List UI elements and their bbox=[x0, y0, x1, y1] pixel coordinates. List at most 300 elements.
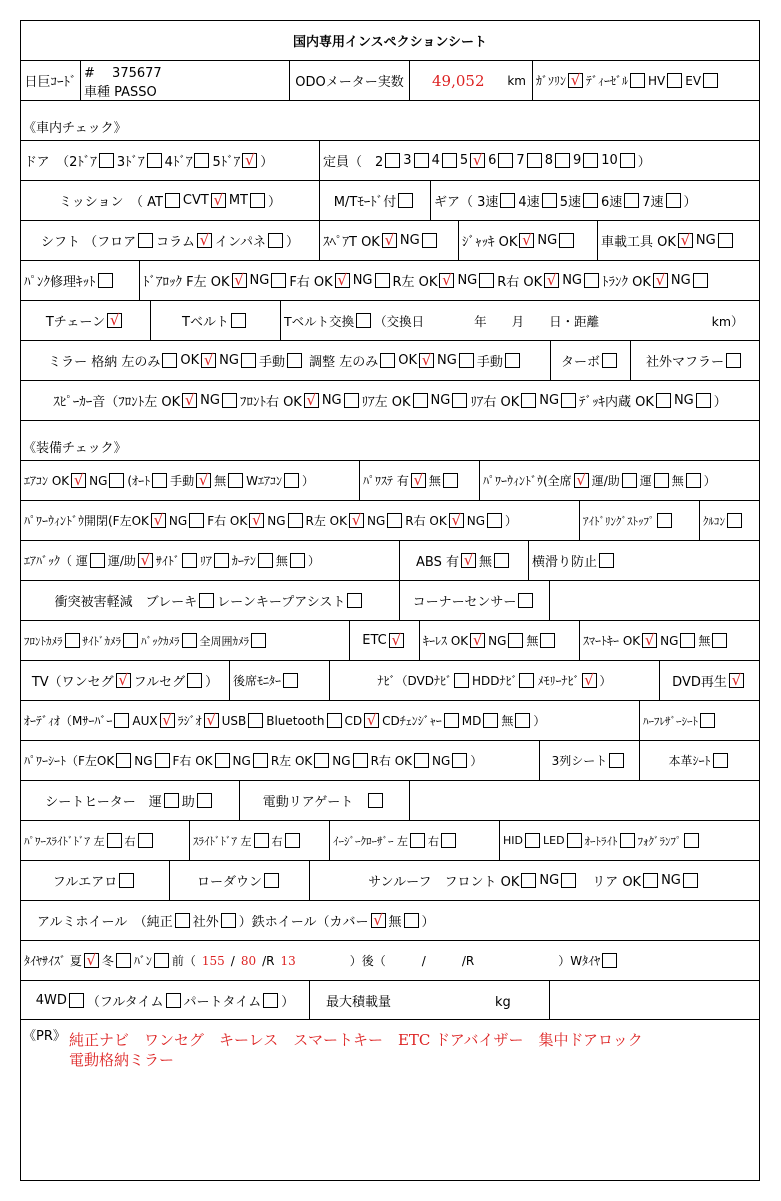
field-label: ） bbox=[268, 195, 282, 210]
checkbox[interactable] bbox=[609, 753, 624, 768]
field-label: / bbox=[230, 953, 235, 968]
checkbox[interactable] bbox=[521, 873, 536, 888]
inspection-cell bbox=[21, 381, 759, 420]
checkbox[interactable] bbox=[380, 353, 395, 368]
field-label: ABS 有 bbox=[416, 555, 459, 570]
checkbox[interactable] bbox=[555, 153, 570, 168]
field-label: ﾃﾞｯｷ内蔵 OK bbox=[579, 395, 654, 410]
checkbox[interactable]: √ bbox=[678, 233, 693, 248]
checkbox[interactable] bbox=[187, 673, 202, 688]
checkbox[interactable] bbox=[686, 473, 701, 488]
checkbox[interactable] bbox=[525, 833, 540, 848]
checkbox[interactable] bbox=[199, 593, 214, 608]
checkbox[interactable] bbox=[263, 993, 278, 1008]
checkbox[interactable] bbox=[69, 993, 84, 1008]
checkbox[interactable] bbox=[500, 193, 515, 208]
field-label: USB bbox=[221, 713, 247, 728]
field-label: ﾌﾛﾝﾄｶﾒﾗ bbox=[24, 634, 63, 648]
checkbox[interactable] bbox=[521, 393, 536, 408]
inspection-cell bbox=[281, 301, 759, 340]
checkbox[interactable] bbox=[241, 353, 256, 368]
field-label: ｵｰﾃﾞｨｵ（Mｻｰﾊﾞｰ bbox=[24, 714, 113, 728]
checkbox[interactable] bbox=[344, 393, 359, 408]
checkbox[interactable] bbox=[284, 473, 299, 488]
inspection-row bbox=[21, 541, 759, 581]
tire-size-value: 13 bbox=[280, 953, 296, 968]
checkbox[interactable] bbox=[138, 833, 153, 848]
field-label: ﾊﾟﾝｸ修理ｷｯﾄ bbox=[24, 275, 96, 290]
field-label: 電動リアゲート bbox=[262, 795, 367, 810]
field-label: ｻｲﾄﾞｶﾒﾗ bbox=[82, 634, 121, 648]
checkbox[interactable] bbox=[353, 753, 368, 768]
field-label: 無 bbox=[214, 474, 227, 488]
checkbox[interactable]: √ bbox=[439, 273, 454, 288]
checkbox[interactable] bbox=[583, 153, 598, 168]
checkbox[interactable] bbox=[197, 793, 212, 808]
field-label: 車載工具 OK bbox=[601, 235, 676, 250]
inspection-row bbox=[21, 941, 759, 981]
model-value: PASSO bbox=[114, 84, 157, 100]
inspection-cell bbox=[21, 661, 230, 700]
field-label: 4 bbox=[431, 153, 440, 168]
field-label: 最大積載量 kg bbox=[313, 994, 511, 1010]
checkbox[interactable] bbox=[155, 753, 170, 768]
field-label: 6 bbox=[488, 153, 497, 168]
checkbox[interactable]: √ bbox=[371, 913, 386, 928]
checkbox[interactable] bbox=[624, 193, 639, 208]
field-label: F右 OK bbox=[207, 514, 248, 528]
field-label: ｽﾏｰﾄｷｰ OK bbox=[583, 634, 641, 648]
field-label: ギア（ 3速 bbox=[434, 195, 499, 210]
field-label: ｼﾞｬｯｷ OK bbox=[462, 235, 518, 250]
field-label: Tチェーン bbox=[45, 315, 106, 330]
odo-label: ODOメーター実数 bbox=[295, 75, 404, 90]
checkbox[interactable] bbox=[713, 753, 728, 768]
checkbox[interactable] bbox=[222, 393, 237, 408]
checkbox[interactable]: √ bbox=[382, 233, 397, 248]
inspection-cell bbox=[431, 181, 759, 220]
checkbox[interactable] bbox=[347, 593, 362, 608]
checkbox[interactable] bbox=[657, 513, 672, 528]
field-label: 4WD bbox=[35, 992, 67, 1008]
checkbox[interactable] bbox=[248, 713, 263, 728]
checkbox[interactable] bbox=[356, 313, 371, 328]
checkbox[interactable] bbox=[215, 753, 230, 768]
field-label: NG bbox=[437, 353, 457, 368]
checkbox[interactable] bbox=[700, 713, 715, 728]
odo-value-cell bbox=[410, 61, 533, 100]
field-label: ミラー 格納 左のみ bbox=[48, 355, 161, 370]
section-header-row bbox=[21, 421, 759, 461]
checkbox[interactable] bbox=[726, 353, 741, 368]
field-label: DVD再生 bbox=[672, 675, 727, 690]
checkbox[interactable]: √ bbox=[196, 473, 211, 488]
checkbox[interactable] bbox=[65, 633, 80, 648]
field-label: 無 bbox=[526, 634, 539, 648]
checkbox[interactable] bbox=[518, 593, 533, 608]
checkbox[interactable] bbox=[251, 633, 266, 648]
checkbox[interactable]: √ bbox=[470, 633, 485, 648]
checkbox[interactable]: √ bbox=[182, 393, 197, 408]
field-label: 横滑り防止 bbox=[532, 555, 598, 570]
checkbox[interactable] bbox=[189, 513, 204, 528]
inspection-row bbox=[21, 741, 759, 781]
checkbox[interactable] bbox=[683, 873, 698, 888]
checkbox[interactable] bbox=[119, 873, 134, 888]
checkbox[interactable]: √ bbox=[642, 633, 657, 648]
checkbox[interactable] bbox=[164, 793, 179, 808]
tire-size-value: 155 bbox=[201, 953, 225, 968]
checkbox[interactable] bbox=[515, 713, 530, 728]
checkbox[interactable] bbox=[123, 633, 138, 648]
checkbox[interactable] bbox=[602, 353, 617, 368]
checkbox[interactable] bbox=[253, 753, 268, 768]
field-label: NG bbox=[219, 353, 239, 368]
field-label: ドア （2ﾄﾞｱ bbox=[24, 155, 97, 170]
checkbox[interactable] bbox=[498, 153, 513, 168]
inspection-cell bbox=[21, 261, 140, 300]
inspection-cell bbox=[420, 621, 580, 660]
checkbox[interactable] bbox=[599, 553, 614, 568]
field-label: NG bbox=[457, 273, 478, 288]
checkbox[interactable] bbox=[540, 633, 555, 648]
checkbox[interactable] bbox=[221, 913, 236, 928]
fuel-checkbox[interactable] bbox=[630, 73, 645, 88]
checkbox[interactable]: √ bbox=[544, 273, 559, 288]
inspection-row bbox=[21, 901, 759, 941]
checkbox[interactable] bbox=[584, 273, 599, 288]
checkbox[interactable] bbox=[693, 273, 708, 288]
checkbox[interactable] bbox=[154, 953, 169, 968]
field-label: NG bbox=[249, 273, 270, 288]
checkbox[interactable] bbox=[583, 193, 598, 208]
checkbox[interactable]: √ bbox=[211, 193, 226, 208]
checkbox[interactable] bbox=[422, 233, 437, 248]
inspection-row bbox=[21, 461, 759, 501]
field-label: ｵｰﾄﾗｲﾄ bbox=[584, 834, 618, 848]
checkbox[interactable]: √ bbox=[304, 393, 319, 408]
checkbox[interactable] bbox=[288, 513, 303, 528]
checkbox[interactable] bbox=[283, 673, 298, 688]
checkbox[interactable] bbox=[684, 833, 699, 848]
inspection-cell bbox=[400, 541, 529, 580]
checkbox[interactable]: √ bbox=[470, 153, 485, 168]
checkbox[interactable] bbox=[696, 393, 711, 408]
checkbox[interactable] bbox=[116, 753, 131, 768]
checkbox[interactable]: √ bbox=[449, 513, 464, 528]
checkbox[interactable] bbox=[519, 673, 534, 688]
checkbox[interactable] bbox=[271, 273, 286, 288]
field-label: ）後（ / /R ）Wﾀｲﾔ bbox=[301, 954, 601, 968]
field-label: CD bbox=[344, 713, 363, 728]
inspection-row bbox=[21, 501, 759, 541]
checkbox[interactable] bbox=[385, 153, 400, 168]
checkbox[interactable] bbox=[175, 913, 190, 928]
field-label: 本革ｼｰﾄ bbox=[668, 754, 711, 768]
checkbox[interactable] bbox=[459, 353, 474, 368]
section-title: 《装備チェック》 bbox=[23, 441, 127, 456]
field-label: ﾊﾟﾜｰｳｨﾝﾄﾞｳ開閉(F左OK bbox=[24, 514, 149, 528]
checkbox[interactable] bbox=[182, 633, 197, 648]
checkbox[interactable] bbox=[254, 833, 269, 848]
checkbox[interactable] bbox=[327, 713, 342, 728]
checkbox[interactable] bbox=[527, 153, 542, 168]
fuel-checkbox[interactable] bbox=[667, 73, 682, 88]
fuel-type-cell bbox=[533, 61, 759, 100]
checkbox[interactable] bbox=[194, 153, 209, 168]
field-label: ﾌﾛﾝﾄ右 OK bbox=[239, 395, 302, 410]
inspection-cell bbox=[580, 621, 759, 660]
inspection-cell bbox=[21, 781, 240, 820]
checkbox[interactable] bbox=[314, 753, 329, 768]
checkbox[interactable]: √ bbox=[349, 513, 364, 528]
field-label: ） bbox=[286, 235, 300, 250]
checkbox[interactable] bbox=[727, 513, 742, 528]
checkbox[interactable] bbox=[452, 753, 467, 768]
checkbox[interactable] bbox=[290, 553, 305, 568]
checkbox[interactable] bbox=[414, 153, 429, 168]
field-label: コーナーセンサー bbox=[412, 595, 517, 610]
checkbox[interactable] bbox=[441, 833, 456, 848]
checkbox[interactable]: √ bbox=[204, 713, 219, 728]
field-label: R右 OK bbox=[497, 275, 543, 290]
inspection-cell bbox=[21, 621, 350, 660]
checkbox[interactable]: √ bbox=[389, 633, 404, 648]
checkbox[interactable]: √ bbox=[151, 513, 166, 528]
checkbox[interactable]: √ bbox=[107, 313, 122, 328]
inspection-cell bbox=[360, 461, 480, 500]
checkbox[interactable] bbox=[483, 713, 498, 728]
field-label: Tベルト交換 bbox=[284, 313, 355, 329]
odo-value: 49,052 bbox=[432, 71, 485, 90]
checkbox[interactable]: √ bbox=[138, 553, 153, 568]
checkbox[interactable]: √ bbox=[116, 673, 131, 688]
field-label: NG bbox=[539, 393, 560, 408]
checkbox[interactable] bbox=[250, 193, 265, 208]
checkbox[interactable]: √ bbox=[242, 153, 257, 168]
section-title: 《車内チェック》 bbox=[23, 121, 127, 136]
checkbox[interactable]: √ bbox=[574, 473, 589, 488]
checkbox[interactable] bbox=[452, 393, 467, 408]
checkbox[interactable]: √ bbox=[653, 273, 668, 288]
inspection-cell bbox=[598, 221, 759, 260]
checkbox[interactable] bbox=[404, 913, 419, 928]
field-label: LED bbox=[543, 834, 565, 847]
field-label: 後席ﾓﾆﾀｰ bbox=[233, 674, 282, 688]
inspection-cell bbox=[350, 621, 420, 660]
field-label: ） bbox=[260, 155, 274, 170]
checkbox[interactable]: √ bbox=[335, 273, 350, 288]
fuel-label: HV bbox=[648, 73, 666, 88]
field-label: 右 bbox=[124, 834, 136, 848]
checkbox[interactable] bbox=[718, 233, 733, 248]
field-label: ｽﾗｲﾄﾞﾄﾞｱ 左 bbox=[193, 834, 252, 848]
field-label: NG bbox=[232, 753, 251, 768]
checkbox[interactable]: √ bbox=[519, 233, 534, 248]
checkbox[interactable] bbox=[152, 473, 167, 488]
checkbox[interactable] bbox=[454, 673, 469, 688]
checkbox[interactable] bbox=[116, 953, 131, 968]
field-label: M/Tﾓｰﾄﾞ付 bbox=[333, 195, 397, 210]
checkbox[interactable] bbox=[99, 153, 114, 168]
field-label: ｸﾙｺﾝ bbox=[703, 514, 725, 528]
checkbox[interactable] bbox=[214, 553, 229, 568]
field-label: 右 bbox=[271, 834, 283, 848]
fuel-checkbox[interactable]: √ bbox=[568, 73, 583, 88]
inspection-cell bbox=[320, 141, 759, 180]
field-label: TV（ワンセグ bbox=[31, 675, 114, 690]
field-label: シフト （フロア bbox=[40, 235, 137, 250]
checkbox[interactable] bbox=[413, 393, 428, 408]
checkbox[interactable] bbox=[479, 273, 494, 288]
checkbox[interactable] bbox=[620, 833, 635, 848]
checkbox[interactable] bbox=[107, 833, 122, 848]
checkbox[interactable]: √ bbox=[84, 953, 99, 968]
checkbox[interactable] bbox=[559, 233, 574, 248]
checkbox[interactable]: √ bbox=[232, 273, 247, 288]
checkbox[interactable] bbox=[285, 833, 300, 848]
checkbox[interactable] bbox=[680, 633, 695, 648]
checkbox[interactable] bbox=[368, 793, 383, 808]
field-label: Bluetooth bbox=[266, 713, 325, 728]
checkbox[interactable] bbox=[166, 993, 181, 1008]
checkbox[interactable] bbox=[643, 873, 658, 888]
checkbox[interactable] bbox=[109, 473, 124, 488]
checkbox[interactable] bbox=[487, 513, 502, 528]
checkbox[interactable] bbox=[666, 193, 681, 208]
checkbox[interactable] bbox=[508, 633, 523, 648]
checkbox[interactable] bbox=[258, 553, 273, 568]
checkbox[interactable] bbox=[387, 513, 402, 528]
inspection-row bbox=[21, 341, 759, 381]
checkbox[interactable]: √ bbox=[729, 673, 744, 688]
inspection-row bbox=[21, 861, 759, 901]
field-label: 定員（ 2 bbox=[323, 155, 384, 170]
fuel-checkbox[interactable] bbox=[703, 73, 718, 88]
checkbox[interactable] bbox=[414, 753, 429, 768]
inspection-row bbox=[21, 381, 759, 421]
checkbox[interactable] bbox=[138, 233, 153, 248]
field-label: 7速 bbox=[642, 195, 664, 210]
field-label: パートタイム bbox=[183, 994, 262, 1010]
field-label: 5ﾄﾞｱ bbox=[212, 155, 241, 170]
checkbox[interactable]: √ bbox=[582, 673, 597, 688]
checkbox[interactable] bbox=[147, 153, 162, 168]
checkbox[interactable]: √ bbox=[201, 353, 216, 368]
field-label: フルセグ bbox=[133, 675, 186, 690]
checkbox[interactable] bbox=[98, 273, 113, 288]
checkbox[interactable] bbox=[444, 713, 459, 728]
field-label: CDﾁｪﾝｼﾞｬｰ bbox=[382, 714, 442, 728]
checkbox[interactable] bbox=[712, 633, 727, 648]
checkbox[interactable] bbox=[494, 553, 509, 568]
field-label: NG bbox=[430, 393, 451, 408]
checkbox[interactable] bbox=[654, 473, 669, 488]
checkbox[interactable] bbox=[622, 473, 637, 488]
inspection-cell bbox=[21, 821, 190, 860]
field-label: ﾊｰﾌﾚｻﾞｰｼｰﾄ bbox=[643, 714, 698, 728]
checkbox[interactable]: √ bbox=[411, 473, 426, 488]
checkbox[interactable] bbox=[268, 233, 283, 248]
checkbox[interactable] bbox=[542, 193, 557, 208]
checkbox[interactable] bbox=[287, 353, 302, 368]
field-label: NG bbox=[432, 753, 451, 768]
checkbox[interactable] bbox=[656, 393, 671, 408]
checkbox[interactable] bbox=[602, 953, 617, 968]
checkbox[interactable] bbox=[561, 393, 576, 408]
field-label: 8 bbox=[544, 153, 553, 168]
checkbox[interactable] bbox=[442, 153, 457, 168]
checkbox[interactable] bbox=[620, 153, 635, 168]
field-label: （交換日 年 月 日・距離 km） bbox=[374, 313, 744, 329]
checkbox[interactable] bbox=[375, 273, 390, 288]
checkbox[interactable]: √ bbox=[419, 353, 434, 368]
field-label: ） bbox=[683, 195, 697, 210]
inspection-cell bbox=[320, 221, 459, 260]
checkbox[interactable] bbox=[398, 193, 413, 208]
checkbox[interactable] bbox=[162, 353, 177, 368]
field-label: ﾘｱ bbox=[199, 554, 212, 568]
checkbox[interactable]: √ bbox=[160, 713, 175, 728]
inspection-cell bbox=[551, 341, 631, 380]
field-label: 運 bbox=[639, 474, 652, 488]
checkbox[interactable] bbox=[114, 713, 129, 728]
checkbox[interactable] bbox=[231, 313, 246, 328]
inspection-row bbox=[21, 581, 759, 621]
checkbox[interactable]: √ bbox=[197, 233, 212, 248]
checkbox[interactable] bbox=[165, 193, 180, 208]
field-label: 無 bbox=[671, 474, 684, 488]
checkbox[interactable] bbox=[561, 873, 576, 888]
inspection-row bbox=[21, 781, 759, 821]
field-label: NG bbox=[168, 513, 188, 528]
checkbox[interactable]: √ bbox=[71, 473, 86, 488]
field-label: R左 OK bbox=[305, 514, 347, 528]
checkbox[interactable]: √ bbox=[249, 513, 264, 528]
inspection-cell bbox=[140, 261, 759, 300]
field-label: ） bbox=[533, 714, 546, 728]
checkbox[interactable] bbox=[90, 553, 105, 568]
checkbox[interactable]: √ bbox=[364, 713, 379, 728]
checkbox[interactable] bbox=[410, 833, 425, 848]
inspection-cell bbox=[410, 781, 759, 820]
field-label: NG bbox=[673, 393, 694, 408]
field-label: ﾀｲﾔｻｲｽﾞ 夏 bbox=[24, 954, 82, 968]
checkbox[interactable]: √ bbox=[461, 553, 476, 568]
field-label: NG bbox=[89, 473, 108, 488]
field-label: NG bbox=[321, 393, 342, 408]
field-label: (ｵｰﾄ bbox=[127, 474, 151, 488]
field-label: OK bbox=[180, 353, 200, 368]
field-label: NG bbox=[466, 513, 486, 528]
inspection-row bbox=[21, 301, 759, 341]
checkbox[interactable] bbox=[567, 833, 582, 848]
header-row bbox=[21, 61, 759, 101]
checkbox[interactable] bbox=[182, 553, 197, 568]
inspection-cell bbox=[660, 661, 759, 700]
field-label: R右 OK bbox=[370, 754, 413, 768]
checkbox[interactable] bbox=[443, 473, 458, 488]
field-label: ﾅﾋﾞ（DVDﾅﾋﾞ bbox=[377, 674, 452, 688]
field-label: F右 OK bbox=[172, 754, 213, 768]
field-label: HID bbox=[503, 834, 523, 847]
checkbox[interactable] bbox=[505, 353, 520, 368]
checkbox[interactable] bbox=[228, 473, 243, 488]
checkbox[interactable] bbox=[264, 873, 279, 888]
field-label: 3列シート bbox=[551, 754, 608, 768]
fuel-label: EV bbox=[685, 73, 702, 88]
inspection-sheet bbox=[20, 20, 760, 1181]
